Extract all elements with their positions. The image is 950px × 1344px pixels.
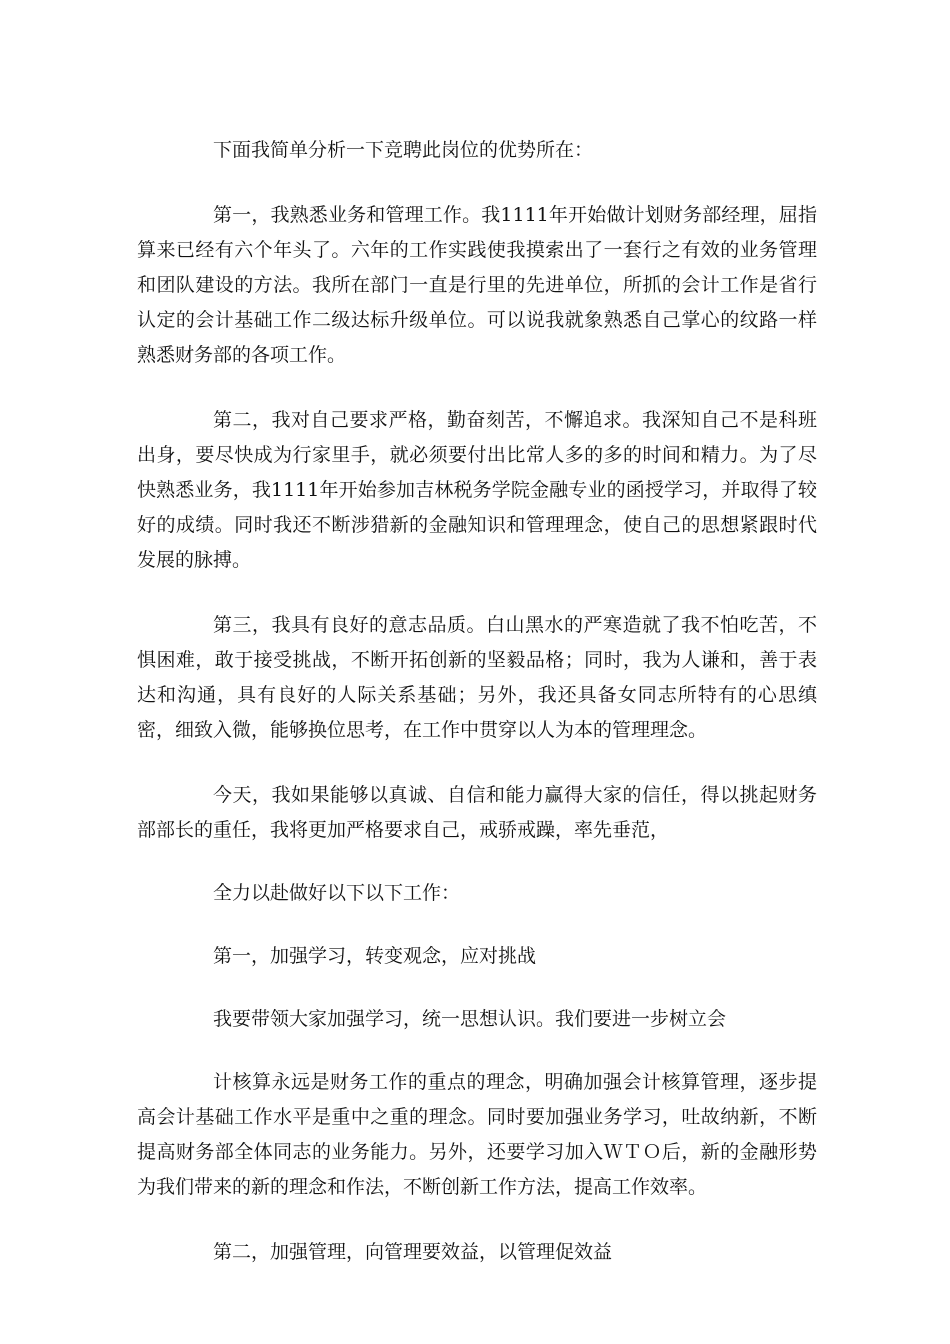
paragraph-task-one-a: 我要带领大家加强学习，统一思想认识。我们要进一步树立会 [213,1008,727,1030]
document-body [137,133,817,1270]
paragraph-task-one-b: 计核算永远是财务工作的重点的理念，明确加强会计核算管理，逐步提高会计基础工作水平是重中之重的理念。同时要加强业务学习，吐故纳新，不断提高财务部全体同志的业务能力。另外，还要学习加入ＷＴＯ后，新的金融形势为我们带来的新的理念和作法，不断创新工作方法，提高工作效率。 [137,1071,817,1198]
paragraph-point-two: 第二，我对自己要求严格，勤奋刻苦，不懈追求。我深知自己不是科班出身，要尽快成为行家里手，就必须要付出比常人多的多的时间和精力。为了尽快熟悉业务，我1111年开始参加吉林税务学院金融专业的函授学习，并取得了较好的成绩。同时我还不断涉猎新的金融知识和管理理念，使自己的思想紧跟时代发展的脉搏。 [137,409,817,571]
paragraph-work-intro: 全力以赴做好以下以下工作： [213,882,461,904]
paragraph-intro: 下面我简单分析一下竞聘此岗位的优势所在： [213,139,594,161]
heading-task-two: 第二，加强管理，向管理要效益，以管理促效益 [213,1241,613,1263]
paragraph-point-one: 第一，我熟悉业务和管理工作。我1111年开始做计划财务部经理，屈指算来已经有六个年头了。六年的工作实践使我摸索出了一套行之有效的业务管理和团队建设的方法。我所在部门一直是行里的先进单位，所抓的会计工作是省行认定的会计基础工作二级达标升级单位。可以说我就象熟悉自己掌心的纹路一样熟悉财务部的各项工作。 [137,204,817,366]
heading-task-one: 第一，加强学习，转变观念，应对挑战 [213,945,537,967]
paragraph-point-three: 第三，我具有良好的意志品质。白山黑水的严寒造就了我不怕吃苦，不惧困难，敢于接受挑战，不断开拓创新的坚毅品格；同时，我为人谦和，善于表达和沟通，具有良好的人际关系基础；另外，我还具备女同志所特有的心思缜密，细致入微，能够换位思考，在工作中贯穿以人为本的管理理念。 [137,614,817,741]
paragraph-commitment: 今天，我如果能够以真诚、自信和能力赢得大家的信任，得以挑起财务部部长的重任，我将更加严格要求自己，戒骄戒躁，率先垂范， [137,784,817,841]
